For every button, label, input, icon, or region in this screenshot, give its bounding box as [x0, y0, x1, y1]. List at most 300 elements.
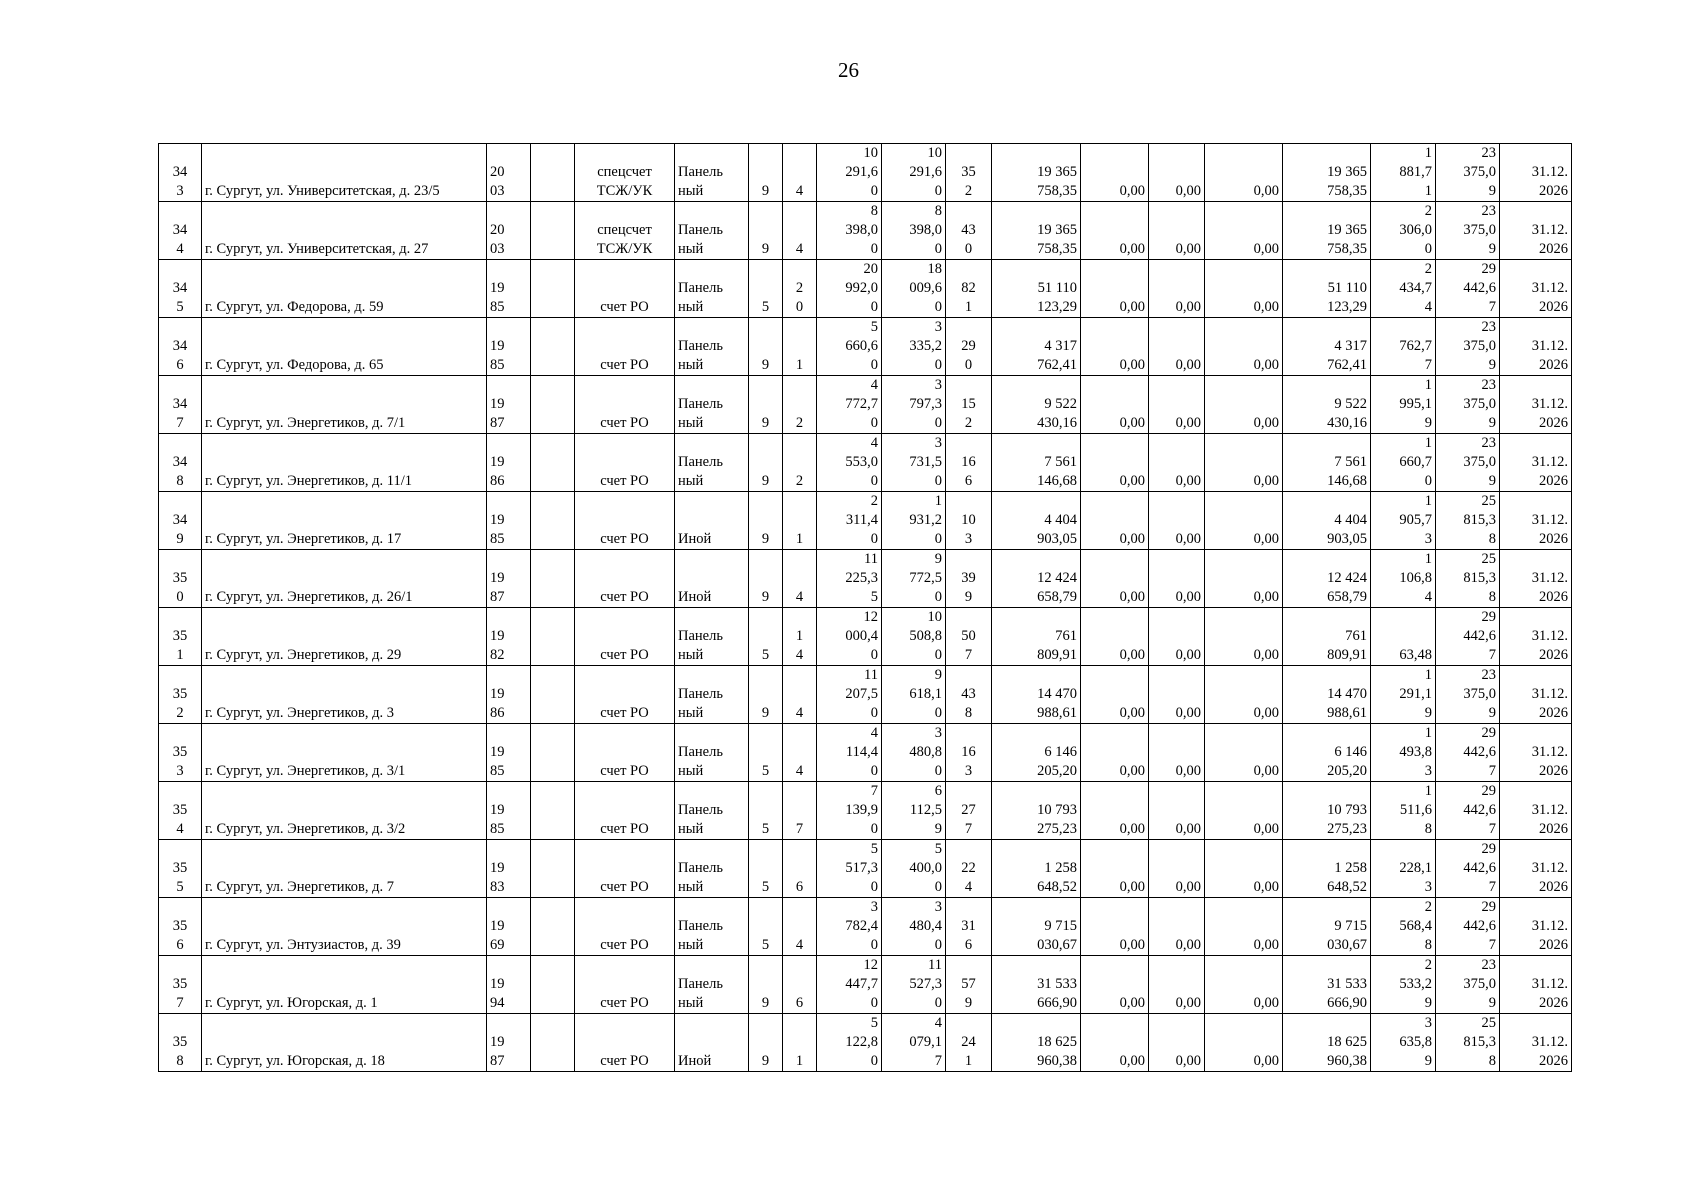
cell-text: 12 000,4 0: [845, 609, 878, 663]
cell-text: 14 470 988,61: [1327, 686, 1367, 721]
cell-address: [202, 202, 487, 260]
cell-cost-total: [992, 782, 1081, 840]
cell-area-living: [882, 376, 946, 434]
cell-fund-method: [575, 492, 675, 550]
cell-text: 27 7: [961, 802, 976, 837]
cell-funds-owners: [1283, 550, 1371, 608]
cell-deadline: [1500, 550, 1572, 608]
cell-text: г. Сургут, ул. Энергетиков, д. 3: [205, 705, 395, 721]
cell-residents: [946, 492, 992, 550]
cell-text: 19 85: [490, 512, 505, 547]
cell-text: 50 7: [961, 628, 976, 663]
cell-funds-federal: [1081, 1014, 1149, 1072]
cell-text: 11 527,3 0: [909, 957, 942, 1011]
cell-text: 0,00: [1119, 705, 1145, 721]
cell-text: 11 207,5 0: [845, 667, 878, 721]
cell-funds-owners: [1283, 724, 1371, 782]
cell-funds-owners: [1283, 492, 1371, 550]
cell-empty-cell: [531, 202, 575, 260]
cell-funds-federal: [1081, 724, 1149, 782]
cell-text: 1: [795, 1053, 804, 1069]
cell-cost-total: [992, 898, 1081, 956]
cell-text: счет РО: [600, 357, 649, 373]
cell-text: 19 365 758,35: [1037, 164, 1077, 199]
cell-text: 6: [795, 995, 804, 1011]
cell-floors: [749, 550, 783, 608]
cell-text: 34 5: [172, 280, 188, 315]
cell-address: [202, 492, 487, 550]
cell-empty-cell: [531, 260, 575, 318]
cell-wall-material: [675, 492, 749, 550]
cell-text: 0,00: [1175, 357, 1201, 373]
cell-text: 6: [795, 879, 804, 895]
cell-text: г. Сургут, ул. Энергетиков, д. 17: [205, 531, 402, 547]
cell-text: 2 306,0 0: [1399, 203, 1432, 257]
cell-funds-owners: [1283, 608, 1371, 666]
cell-deadline: [1500, 840, 1572, 898]
cell-funds-owners: [1283, 1014, 1371, 1072]
cell-unit-cost: [1371, 898, 1436, 956]
cell-fund-method: [575, 144, 675, 202]
cell-text: 1 660,7 0: [1399, 435, 1432, 489]
cell-text: 0,00: [1253, 473, 1279, 489]
cell-text: 34 3: [172, 164, 188, 199]
cell-text: 19 69: [490, 918, 505, 953]
cell-text: 5 400,0 0: [909, 841, 942, 895]
cell-funds-local: [1205, 666, 1283, 724]
cell-wall-material: [675, 840, 749, 898]
cell-text: 29 442,6 7: [1463, 841, 1496, 895]
cell-floors: [749, 666, 783, 724]
cell-text: 51 110 123,29: [1037, 280, 1077, 315]
cell-text: 0,00: [1175, 183, 1201, 199]
cell-area-living: [882, 724, 946, 782]
cell-funds-local: [1205, 260, 1283, 318]
cell-funds-owners: [1283, 782, 1371, 840]
cell-address: [202, 782, 487, 840]
cell-text: 19 85: [490, 338, 505, 373]
cell-wall-material: [675, 144, 749, 202]
cell-funds-federal: [1081, 318, 1149, 376]
cell-text: 3 480,8 0: [909, 725, 942, 779]
cell-unit-cost: [1371, 260, 1436, 318]
cell-text: 0,00: [1119, 299, 1145, 315]
cell-funds-local: [1205, 782, 1283, 840]
cell-empty-cell: [531, 666, 575, 724]
cell-text: Панель ный: [678, 860, 723, 895]
cell-funds-federal: [1081, 666, 1149, 724]
cell-text: 1 881,7 1: [1399, 145, 1432, 199]
cell-text: 0,00: [1175, 763, 1201, 779]
cell-funds-federal: [1081, 550, 1149, 608]
cell-funds-regional: [1149, 202, 1205, 260]
cell-row-number: [159, 1014, 202, 1072]
cell-funds-regional: [1149, 550, 1205, 608]
cell-deadline: [1500, 202, 1572, 260]
cell-entrances: [783, 956, 817, 1014]
cell-text: 0,00: [1253, 937, 1279, 953]
cell-area-total: [817, 260, 882, 318]
cell-area-living: [882, 898, 946, 956]
cell-text: г. Сургут, ул. Федорова, д. 59: [205, 299, 384, 315]
cell-text: 19 83: [490, 860, 505, 895]
cell-funds-regional: [1149, 898, 1205, 956]
cell-area-total: [817, 1014, 882, 1072]
cell-funds-owners: [1283, 376, 1371, 434]
cell-row-number: [159, 434, 202, 492]
cell-text: 0,00: [1253, 821, 1279, 837]
cell-text: г. Сургут, ул. Югорская, д. 18: [205, 1053, 385, 1069]
cell-text: счет РО: [600, 879, 649, 895]
cell-text: 10 793 275,23: [1037, 802, 1077, 837]
cell-empty-cell: [531, 492, 575, 550]
cell-text: 35 6: [172, 918, 188, 953]
table-body: [159, 144, 1572, 1072]
cell-text: Панель ный: [678, 164, 723, 199]
cell-entrances: [783, 840, 817, 898]
cell-text: г. Сургут, ул. Энергетиков, д. 3/2: [205, 821, 406, 837]
cell-text: 4 317 762,41: [1327, 338, 1367, 373]
table-row: [159, 608, 1572, 666]
cell-text: 7 561 146,68: [1037, 454, 1077, 489]
cell-address: [202, 1014, 487, 1072]
cell-funds-local: [1205, 956, 1283, 1014]
cell-text: г. Сургут, ул. Югорская, д. 1: [205, 995, 378, 1011]
cell-deadline: [1500, 898, 1572, 956]
cell-text: Иной: [678, 1053, 712, 1069]
cell-empty-cell: [531, 318, 575, 376]
cell-unit-cost: [1371, 608, 1436, 666]
cell-residents: [946, 840, 992, 898]
cell-build-year: [487, 782, 531, 840]
cell-entrances: [783, 550, 817, 608]
cell-residents: [946, 144, 992, 202]
cell-funds-regional: [1149, 608, 1205, 666]
cell-text: 18 009,6 0: [909, 261, 942, 315]
cell-funds-federal: [1081, 782, 1149, 840]
cell-empty-cell: [531, 144, 575, 202]
cell-area-total: [817, 898, 882, 956]
cell-address: [202, 144, 487, 202]
cell-build-year: [487, 898, 531, 956]
cell-text: 6 112,5 9: [909, 783, 942, 837]
cell-text: 35 0: [172, 570, 188, 605]
cell-text: 0,00: [1253, 647, 1279, 663]
cell-text: 7 139,9 0: [845, 783, 878, 837]
cell-area-living: [882, 144, 946, 202]
cell-area-living: [882, 434, 946, 492]
cell-text: 31 6: [961, 918, 976, 953]
cell-text: счет РО: [600, 995, 649, 1011]
cell-max-unit-cost: [1436, 202, 1500, 260]
cell-max-unit-cost: [1436, 724, 1500, 782]
cell-area-total: [817, 434, 882, 492]
cell-text: 2: [795, 415, 804, 431]
cell-text: счет РО: [600, 531, 649, 547]
cell-text: 9: [761, 415, 770, 431]
cell-address: [202, 840, 487, 898]
cell-text: 2 311,4 0: [845, 493, 878, 547]
cell-row-number: [159, 260, 202, 318]
cell-text: 35 7: [172, 976, 188, 1011]
cell-floors: [749, 1014, 783, 1072]
cell-text: счет РО: [600, 1053, 649, 1069]
cell-text: 4: [795, 937, 804, 953]
cell-text: 4: [795, 589, 804, 605]
cell-fund-method: [575, 434, 675, 492]
cell-floors: [749, 434, 783, 492]
cell-text: 4 114,4 0: [845, 725, 878, 779]
cell-text: 23 375,0 9: [1463, 957, 1496, 1011]
cell-unit-cost: [1371, 492, 1436, 550]
cell-area-living: [882, 202, 946, 260]
cell-text: 5 660,6 0: [845, 319, 878, 373]
cell-wall-material: [675, 956, 749, 1014]
table-row: [159, 724, 1572, 782]
cell-area-living: [882, 1014, 946, 1072]
cell-text: 0,00: [1253, 241, 1279, 257]
cell-entrances: [783, 666, 817, 724]
cell-text: 29 0: [961, 338, 976, 373]
table-row: [159, 782, 1572, 840]
cell-area-total: [817, 202, 882, 260]
cell-text: 3 480,4 0: [909, 899, 942, 953]
cell-row-number: [159, 666, 202, 724]
cell-empty-cell: [531, 608, 575, 666]
cell-empty-cell: [531, 434, 575, 492]
cell-text: 1: [795, 357, 804, 373]
cell-text: 34 9: [172, 512, 188, 547]
cell-text: Иной: [678, 589, 712, 605]
cell-text: 6 146 205,20: [1327, 744, 1367, 779]
cell-text: 9 715 030,67: [1037, 918, 1077, 953]
cell-row-number: [159, 956, 202, 1014]
cell-area-total: [817, 608, 882, 666]
cell-max-unit-cost: [1436, 898, 1500, 956]
cell-text: 0,00: [1175, 995, 1201, 1011]
cell-text: 31 533 666,90: [1327, 976, 1367, 1011]
cell-text: 0,00: [1253, 357, 1279, 373]
cell-text: 4 317 762,41: [1037, 338, 1077, 373]
cell-text: 15 2: [961, 396, 976, 431]
cell-row-number: [159, 144, 202, 202]
cell-funds-federal: [1081, 492, 1149, 550]
cell-text: Панель ный: [678, 802, 723, 837]
cell-text: 0,00: [1119, 589, 1145, 605]
cell-text: 31.12. 2026: [1531, 570, 1568, 605]
cell-funds-local: [1205, 202, 1283, 260]
cell-residents: [946, 666, 992, 724]
cell-text: 16 3: [961, 744, 976, 779]
cell-text: 1 511,6 8: [1399, 783, 1432, 837]
cell-text: 9 715 030,67: [1327, 918, 1367, 953]
cell-text: 23 375,0 9: [1463, 377, 1496, 431]
cell-fund-method: [575, 898, 675, 956]
cell-unit-cost: [1371, 666, 1436, 724]
cell-text: 25 815,3 8: [1463, 493, 1496, 547]
cell-text: 0,00: [1253, 705, 1279, 721]
cell-text: 63,48: [1399, 647, 1432, 663]
cell-funds-owners: [1283, 202, 1371, 260]
cell-entrances: [783, 376, 817, 434]
cell-unit-cost: [1371, 144, 1436, 202]
cell-row-number: [159, 608, 202, 666]
cell-text: 43 8: [961, 686, 976, 721]
cell-area-living: [882, 666, 946, 724]
cell-text: 4 079,1 7: [909, 1015, 942, 1069]
cell-text: 31 533 666,90: [1037, 976, 1077, 1011]
cell-address: [202, 434, 487, 492]
cell-text: 29 442,6 7: [1463, 899, 1496, 953]
cell-entrances: [783, 782, 817, 840]
cell-floors: [749, 608, 783, 666]
cell-text: 31.12. 2026: [1531, 512, 1568, 547]
cell-text: счет РО: [600, 415, 649, 431]
cell-funds-owners: [1283, 898, 1371, 956]
cell-text: 0,00: [1119, 763, 1145, 779]
cell-address: [202, 956, 487, 1014]
cell-text: 1 4: [795, 628, 804, 663]
cell-area-living: [882, 318, 946, 376]
cell-funds-regional: [1149, 492, 1205, 550]
cell-build-year: [487, 666, 531, 724]
cell-text: Панель ный: [678, 976, 723, 1011]
cell-funds-local: [1205, 492, 1283, 550]
cell-text: 1 106,8 4: [1399, 551, 1432, 605]
cell-fund-method: [575, 550, 675, 608]
cell-cost-total: [992, 1014, 1081, 1072]
cell-wall-material: [675, 550, 749, 608]
cell-text: 20 03: [490, 164, 505, 199]
cell-funds-federal: [1081, 840, 1149, 898]
cell-residents: [946, 260, 992, 318]
cell-cost-total: [992, 956, 1081, 1014]
cell-residents: [946, 956, 992, 1014]
cell-text: г. Сургут, ул. Университетская, д. 23/5: [205, 183, 440, 199]
cell-text: 9: [761, 531, 770, 547]
cell-residents: [946, 434, 992, 492]
cell-text: 1 905,7 3: [1399, 493, 1432, 547]
cell-funds-regional: [1149, 666, 1205, 724]
cell-text: 0,00: [1253, 531, 1279, 547]
cell-text: 0,00: [1175, 879, 1201, 895]
table-row: [159, 550, 1572, 608]
cell-text: 4 404 903,05: [1037, 512, 1077, 547]
cell-address: [202, 608, 487, 666]
cell-text: 19 82: [490, 628, 505, 663]
cell-text: счет РО: [600, 763, 649, 779]
table-row: [159, 202, 1572, 260]
cell-max-unit-cost: [1436, 434, 1500, 492]
cell-residents: [946, 376, 992, 434]
cell-deadline: [1500, 724, 1572, 782]
cell-text: 19 87: [490, 396, 505, 431]
cell-text: г. Сургут, ул. Энергетиков, д. 11/1: [205, 473, 412, 489]
cell-floors: [749, 724, 783, 782]
cell-text: 31.12. 2026: [1531, 1034, 1568, 1069]
cell-text: 34 8: [172, 454, 188, 489]
cell-unit-cost: [1371, 202, 1436, 260]
cell-text: Панель ный: [678, 628, 723, 663]
cell-text: 22 4: [961, 860, 976, 895]
cell-text: 0,00: [1175, 299, 1201, 315]
cell-funds-regional: [1149, 318, 1205, 376]
cell-unit-cost: [1371, 434, 1436, 492]
cell-text: 9: [761, 1053, 770, 1069]
cell-funds-regional: [1149, 724, 1205, 782]
cell-row-number: [159, 898, 202, 956]
cell-text: 762,7 7: [1399, 338, 1432, 373]
cell-text: 0,00: [1175, 531, 1201, 547]
cell-text: 10 291,6 0: [909, 145, 942, 199]
cell-text: 10 3: [961, 512, 976, 547]
cell-text: 1 493,8 3: [1399, 725, 1432, 779]
cell-build-year: [487, 434, 531, 492]
cell-max-unit-cost: [1436, 956, 1500, 1014]
cell-area-living: [882, 956, 946, 1014]
cell-text: 2 434,7 4: [1399, 261, 1432, 315]
cell-text: г. Сургут, ул. Энергетиков, д. 7/1: [205, 415, 406, 431]
cell-area-total: [817, 318, 882, 376]
cell-deadline: [1500, 434, 1572, 492]
cell-wall-material: [675, 376, 749, 434]
cell-area-total: [817, 840, 882, 898]
cell-area-total: [817, 782, 882, 840]
cell-text: 3 782,4 0: [845, 899, 878, 953]
cell-text: 23 375,0 9: [1463, 203, 1496, 257]
cell-text: Панель ный: [678, 222, 723, 257]
cell-funds-regional: [1149, 260, 1205, 318]
cell-text: 9 618,1 0: [909, 667, 942, 721]
cell-text: 10 793 275,23: [1327, 802, 1367, 837]
cell-cost-total: [992, 376, 1081, 434]
cell-wall-material: [675, 782, 749, 840]
cell-funds-owners: [1283, 260, 1371, 318]
cell-text: 4 772,7 0: [845, 377, 878, 431]
cell-row-number: [159, 782, 202, 840]
cell-text: 12 424 658,79: [1327, 570, 1367, 605]
cell-text: 8 398,0 0: [845, 203, 878, 257]
cell-text: 19 86: [490, 454, 505, 489]
cell-max-unit-cost: [1436, 260, 1500, 318]
cell-max-unit-cost: [1436, 608, 1500, 666]
cell-cost-total: [992, 434, 1081, 492]
cell-text: Панель ный: [678, 686, 723, 721]
cell-text: 35 3: [172, 744, 188, 779]
cell-entrances: [783, 608, 817, 666]
cell-text: 5: [761, 763, 770, 779]
cell-floors: [749, 318, 783, 376]
cell-funds-federal: [1081, 144, 1149, 202]
cell-funds-federal: [1081, 608, 1149, 666]
cell-text: 31.12. 2026: [1531, 860, 1568, 895]
cell-text: 0,00: [1119, 995, 1145, 1011]
housing-registry-table: [158, 143, 1572, 1072]
cell-max-unit-cost: [1436, 840, 1500, 898]
cell-text: 1 931,2 0: [909, 493, 942, 547]
cell-text: 1: [795, 531, 804, 547]
cell-fund-method: [575, 666, 675, 724]
cell-text: г. Сургут, ул. Федорова, д. 65: [205, 357, 384, 373]
cell-text: 0,00: [1253, 415, 1279, 431]
cell-text: 2 533,2 9: [1399, 957, 1432, 1011]
cell-text: 9 522 430,16: [1327, 396, 1367, 431]
cell-funds-local: [1205, 318, 1283, 376]
cell-text: 0,00: [1119, 241, 1145, 257]
cell-max-unit-cost: [1436, 666, 1500, 724]
cell-area-living: [882, 260, 946, 318]
cell-cost-total: [992, 550, 1081, 608]
